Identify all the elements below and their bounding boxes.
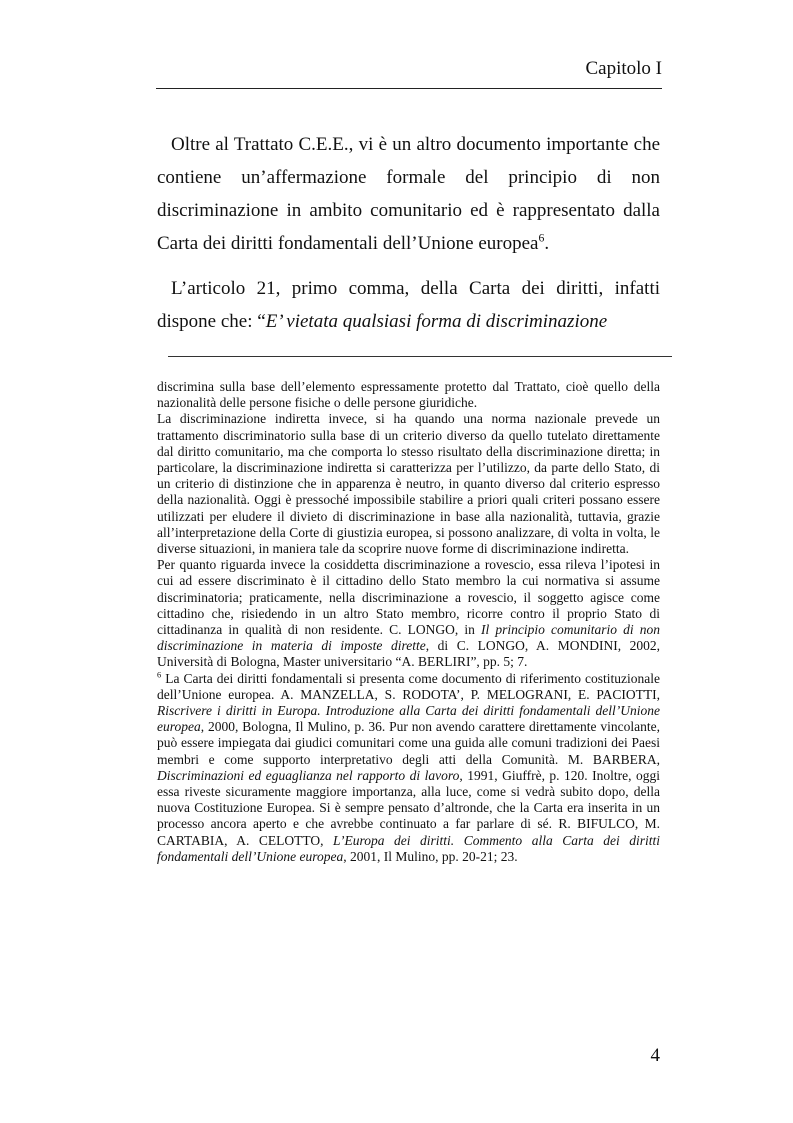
footnote-separator [168, 356, 672, 357]
footnote-continuation-1: discrimina sulla base dell’elemento espressamente protetto dal Trattato, cioè quello della nazionalità delle persone fisiche o delle persone giuridiche. [157, 379, 660, 411]
main-text [157, 128, 660, 338]
paragraph-1-end: . [544, 233, 550, 254]
footnote-6-text-d: , 2001, Il Mulino, pp. 20-21; 23. [343, 848, 518, 864]
paragraph-1-text: Oltre al Trattato C.E.E., vi è un altro documento importante che contiene un’affermazione formale del principio di non discriminazione in ambito comunitario ed è rappresentato dalla Carta dei diritti fondamentali dell’Unione europea [157, 134, 660, 254]
footnote-cont3-text-b: , di C. LONGO, A. MONDINI, 2002, Università di Bologna, Master universitario “A. BERLIRI”, pp. 5; 7. [157, 638, 660, 670]
header-rule [156, 88, 662, 89]
paragraph-2-text: L’articolo 21, primo comma, della Carta dei diritti, infatti dispone che: “ [157, 278, 660, 332]
footnote-continuation-3 [157, 557, 660, 670]
footnote-6-title-2: Discriminazioni ed eguaglianza nel rapporto di lavoro [157, 767, 460, 783]
footnote-6-title-1: Riscrivere i diritti in Europa. Introduzione alla Carta dei diritti fondamentali dell’Unione europea [157, 703, 660, 735]
footnote-6 [157, 671, 660, 865]
footnote-6-title-3: L’Europa dei diritti. Commento alla Carta dei diritti fondamentali dell’Unione europea [157, 832, 660, 864]
page-number: 4 [650, 1045, 660, 1066]
paragraph-1 [157, 128, 660, 260]
paragraph-2 [157, 272, 660, 338]
footnote-6-number: 6 [157, 670, 162, 680]
footnotes [157, 379, 660, 865]
footnote-cont3-title: Il principio comunitario di non discriminazione in materia di imposte dirette [157, 622, 660, 654]
footnote-6-text-a: La Carta dei diritti fondamentali si presenta come documento di riferimento costituzionale dell’Unione europea. A. MANZELLA, S. RODOTA’, P. MELOGRANI, E. PACIOTTI, [157, 670, 660, 702]
paragraph-2-quote: E’ vietata qualsiasi forma di discriminazione [265, 311, 608, 332]
footnote-cont3-text-a: Per quanto riguarda invece la cosiddetta discriminazione a rovescio, essa rileva l’ipotesi in cui ad essere discriminato è il cittadino dello Stato membro la cui normativa si assume discriminatoria; praticamente, nella discriminazione a rovescio, il soggetto agisce come cittadino che, risiedendo in un altro Stato membro, ricorre contro il proprio Stato di cittadinanza in qualità di non residente. C. LONGO, in [157, 557, 660, 638]
running-header: Capitolo I [585, 58, 662, 79]
footnote-ref-6[interactable]: 6 [538, 231, 545, 245]
footnote-6-text-b: , 2000, Bologna, Il Mulino, p. 36. Pur non avendo carattere direttamente vincolante, può essere impiegata dai giudici comunitari come una guida alle comuni tradizioni dei Paesi membri e come supporto interpretativo degli atti della Comunità. M. BARBERA, [157, 719, 660, 767]
footnote-continuation-2: La discriminazione indiretta invece, si ha quando una norma nazionale prevede un trattamento discriminatorio sulla base di un criterio diverso da quello tutelato direttamente dal diritto comunitario, ma che comporta lo stesso risultato della discriminazione diretta; in particolare, la discriminazione indiretta si caratterizza per l’utilizzo, da parte dello Stato, di un criterio di distinzione che in apparenza è neutro, in quanto diverso dal criterio espresso della nazionalità. Oggi è pressoché impossibile stabilire a priori quali criteri possano essere utilizzati per eludere il divieto di discriminazione in base alla nazionalità, tuttavia, grazie all’interpretazione della Corte di giustizia europea, si possono analizzare, di volta in volta, le diverse situazioni, in maniera tale da scoprire nuove forme di discriminazione indiretta. [157, 411, 660, 557]
footnote-6-text-c: , 1991, Giuffrè, p. 120. Inoltre, oggi essa riveste sicuramente maggiore importanza, alla luce, come si vedrà subito dopo, della nuova Costituzione Europea. Si è sempre pensato d’altronde, che la Carta era inserita in un processo ancora aperto e che avrebbe continuato a far parlare di sé. R. BIFULCO, M. CARTABIA, A. CELOTTO, [157, 767, 660, 848]
